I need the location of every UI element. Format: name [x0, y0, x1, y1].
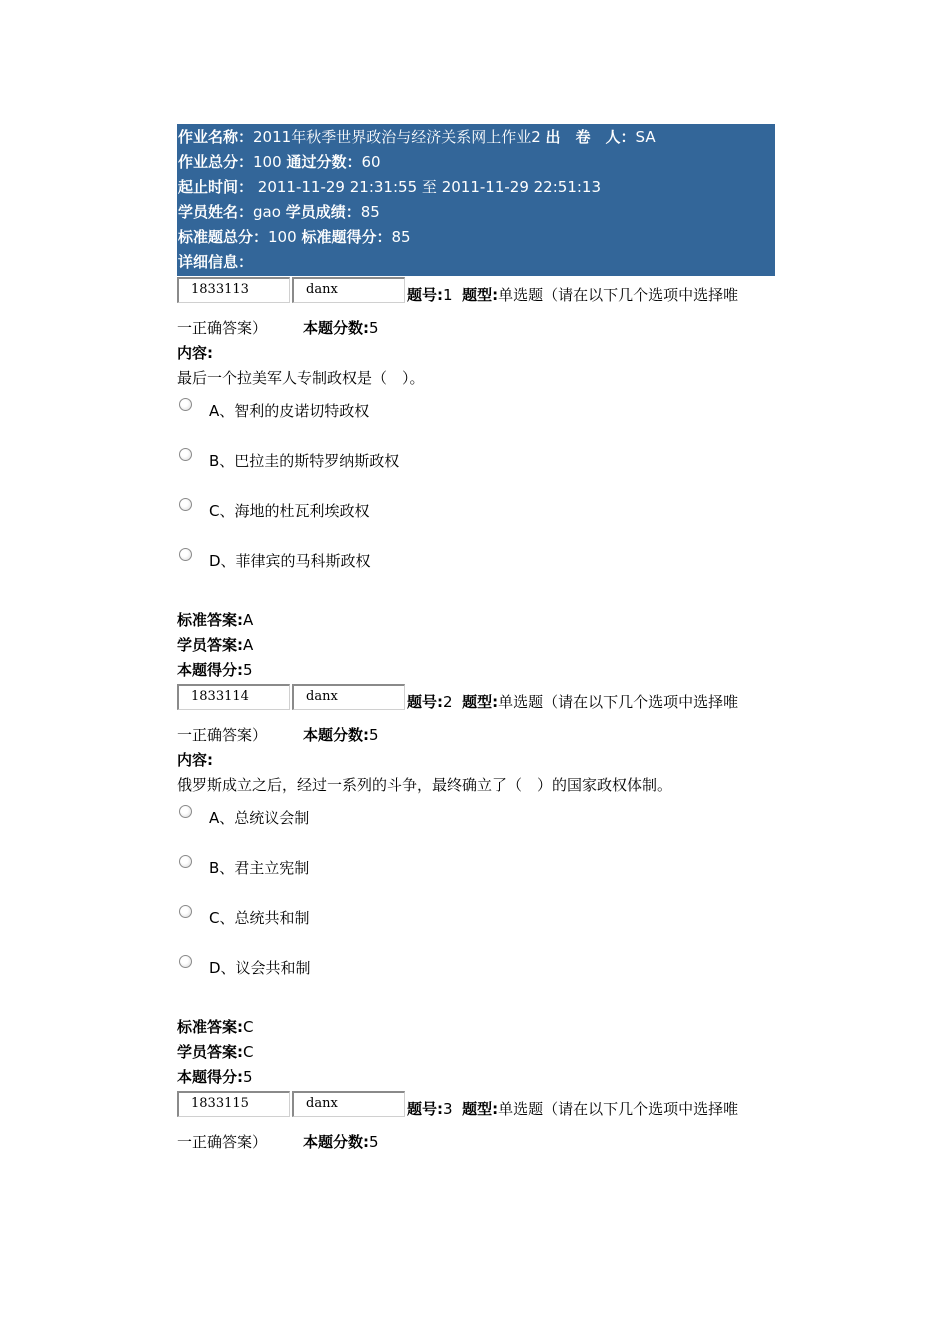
stu-answer-label: 学员答案:: [177, 636, 243, 654]
assignment-name-label: 作业名称：: [178, 128, 254, 146]
question-text: 俄罗斯成立之后，经过一系列的斗争，最终确立了（ ）的国家政权体制。: [177, 776, 673, 794]
qtype-value: 单选题（请在以下几个选项中选择唯: [498, 1100, 739, 1118]
std-answer-value: C: [243, 1018, 254, 1036]
qtype-value-cont: 一正确答案）: [177, 726, 268, 744]
radio-button[interactable]: [179, 855, 192, 868]
qtype-value-cont: 一正确答案）: [177, 1133, 268, 1151]
question-type-cont: [177, 723, 775, 748]
question-code-field[interactable]: danx: [292, 277, 405, 303]
question-id-row: [177, 683, 775, 714]
points-value: 5: [369, 319, 379, 337]
standard-answer: [177, 608, 775, 633]
question-2: [177, 683, 775, 1090]
qnum-value: 1: [443, 286, 453, 304]
radio-button[interactable]: [179, 498, 192, 511]
header-row-time: [177, 175, 775, 200]
question-id-field[interactable]: 1833115: [177, 1091, 290, 1117]
author-value: SA: [635, 128, 656, 146]
option-label: B、君主立宪制: [209, 859, 310, 877]
option-b[interactable]: [177, 441, 775, 491]
got-value: 5: [243, 1068, 253, 1086]
qtype-label: 题型:: [462, 286, 499, 304]
student-label: 学员姓名：: [178, 203, 254, 221]
option-d[interactable]: [177, 948, 775, 998]
question-code-field[interactable]: danx: [292, 1091, 405, 1117]
points-label: 本题分数:: [303, 1133, 370, 1151]
total-value: 100: [253, 153, 282, 171]
question-heading: [407, 692, 738, 712]
content-label: 内容:: [177, 751, 213, 769]
question-3: [177, 1090, 775, 1155]
option-label: D、菲律宾的马科斯政权: [209, 552, 371, 570]
points-value: 5: [369, 726, 379, 744]
question-heading: [407, 285, 738, 305]
std-answer-label: 标准答案:: [177, 1018, 243, 1036]
header-row-standard: [177, 225, 775, 250]
detail-label: 详细信息：: [178, 253, 254, 271]
option-d[interactable]: [177, 541, 775, 591]
question-score: [177, 1065, 775, 1090]
student-value: gao: [253, 203, 281, 221]
score-value: 85: [360, 203, 380, 221]
pass-label: 通过分数：: [286, 153, 362, 171]
std-total-value: 100: [268, 228, 297, 246]
qtype-label: 题型:: [462, 693, 499, 711]
end-time: 2011-11-29 22:51:13: [441, 178, 601, 196]
qtype-value: 单选题（请在以下几个选项中选择唯: [498, 693, 739, 711]
option-label: D、议会共和制: [209, 959, 311, 977]
time-label: 起止时间：: [178, 178, 254, 196]
header-row-detail: [177, 250, 775, 275]
score-label: 学员成绩：: [285, 203, 361, 221]
option-label: C、总统共和制: [209, 909, 310, 927]
qnum-label: 题号:: [407, 286, 443, 304]
header-row-student: [177, 200, 775, 225]
stu-answer-label: 学员答案:: [177, 1043, 243, 1061]
points-value: 5: [369, 1133, 379, 1151]
stu-answer-value: C: [243, 1043, 254, 1061]
std-score-value: 85: [391, 228, 411, 246]
assignment-name: 2011年秋季世界政治与经济关系网上作业2: [253, 128, 541, 146]
option-c[interactable]: [177, 898, 775, 948]
std-answer-value: A: [243, 611, 254, 629]
std-score-label: 标准题得分：: [301, 228, 392, 246]
student-answer: [177, 633, 775, 658]
qnum-value: 3: [443, 1100, 453, 1118]
total-label: 作业总分：: [178, 153, 254, 171]
standard-answer: [177, 1015, 775, 1040]
got-label: 本题得分:: [177, 661, 243, 679]
radio-button[interactable]: [179, 398, 192, 411]
option-label: A、总统议会制: [209, 809, 310, 827]
option-a[interactable]: [177, 391, 775, 441]
header-row-name: [177, 125, 775, 150]
points-label: 本题分数:: [303, 319, 370, 337]
got-label: 本题得分:: [177, 1068, 243, 1086]
question-score: [177, 658, 775, 683]
radio-button[interactable]: [179, 448, 192, 461]
qtype-value: 单选题（请在以下几个选项中选择唯: [498, 286, 739, 304]
question-type-cont: [177, 1130, 775, 1155]
assignment-page: [177, 124, 775, 1155]
qtype-label: 题型:: [462, 1100, 499, 1118]
radio-button[interactable]: [179, 548, 192, 561]
question-id-field[interactable]: 1833113: [177, 277, 290, 303]
option-a[interactable]: [177, 798, 775, 848]
start-time: 2011-11-29 21:31:55: [257, 178, 418, 196]
pass-value: 60: [361, 153, 381, 171]
option-c[interactable]: [177, 491, 775, 541]
option-label: B、巴拉圭的斯特罗纳斯政权: [209, 452, 400, 470]
qnum-value: 2: [443, 693, 453, 711]
points-label: 本题分数:: [303, 726, 370, 744]
time-separator: 至: [421, 178, 437, 196]
qtype-value-cont: 一正确答案）: [177, 319, 268, 337]
qnum-label: 题号:: [407, 1100, 443, 1118]
radio-button[interactable]: [179, 955, 192, 968]
question-heading: [407, 1099, 738, 1119]
content-label: 内容:: [177, 344, 213, 362]
question-1: [177, 276, 775, 683]
option-b[interactable]: [177, 848, 775, 898]
qnum-label: 题号:: [407, 693, 443, 711]
assignment-header: [177, 124, 775, 276]
option-label: C、海地的杜瓦利埃政权: [209, 502, 370, 520]
header-row-total: [177, 150, 775, 175]
radio-button[interactable]: [179, 905, 192, 918]
author-label: 出 卷 人：: [545, 128, 636, 146]
question-text: 最后一个拉美军人专制政权是（ ）。: [177, 369, 425, 387]
question-id-row: [177, 1090, 775, 1121]
question-id-field[interactable]: 1833114: [177, 684, 290, 710]
stu-answer-value: A: [243, 636, 254, 654]
std-answer-label: 标准答案:: [177, 611, 243, 629]
option-label: A、智利的皮诺切特政权: [209, 402, 370, 420]
question-id-row: [177, 276, 775, 307]
std-total-label: 标准题总分：: [178, 228, 269, 246]
student-answer: [177, 1040, 775, 1065]
question-type-cont: [177, 316, 775, 341]
question-code-field[interactable]: danx: [292, 684, 405, 710]
radio-button[interactable]: [179, 805, 192, 818]
got-value: 5: [243, 661, 253, 679]
